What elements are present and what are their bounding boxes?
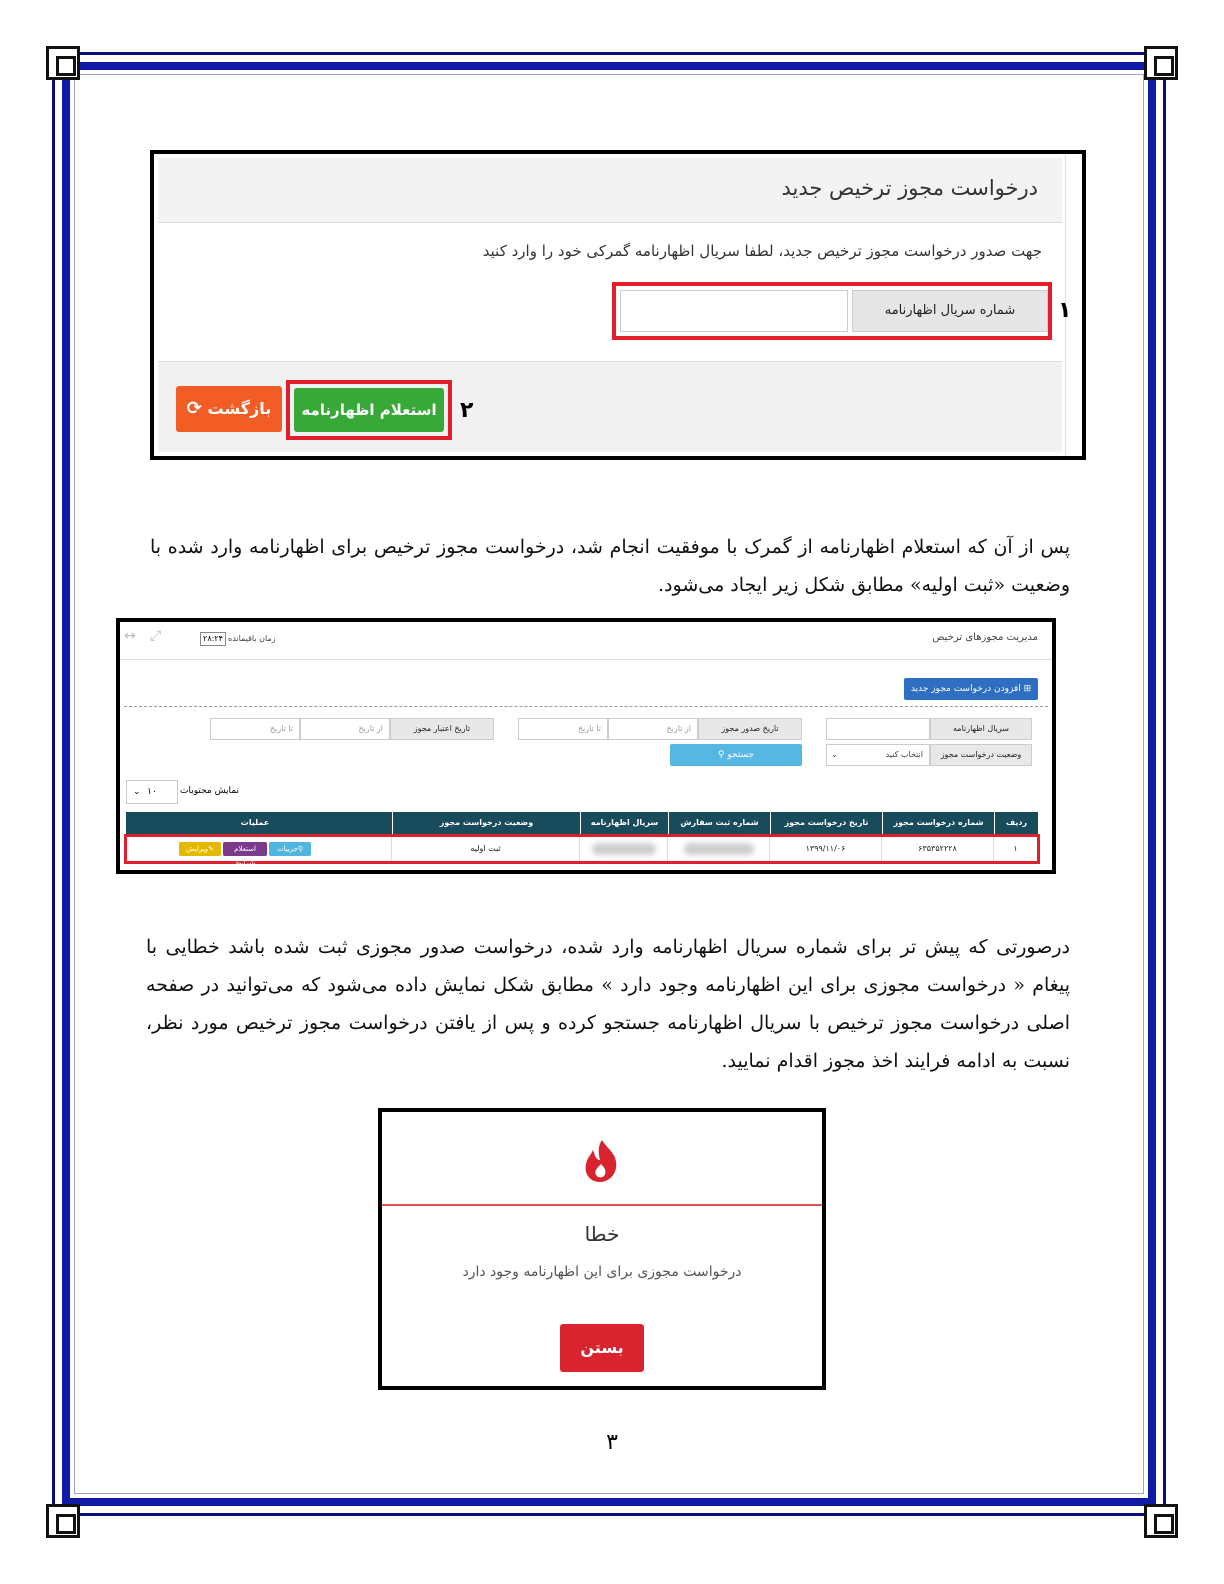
dialog-divider [382,1204,822,1206]
back-button-label: بازگشت [207,399,272,418]
cell-order-number [667,837,769,861]
page-size-select[interactable] [126,780,178,804]
panel-title: درخواست مجوز ترخیص جدید [781,176,1038,200]
validity-date-label: تاریخ اعتبار مجوز [390,718,494,740]
serial-input-highlight [612,282,1052,340]
panel-header [158,158,1062,223]
col-request-number: شماره درخواست مجوز [882,812,994,834]
serial-label: شماره سریال اظهارنامه [852,290,1048,332]
col-request-date: تاریخ درخواست مجوز [770,812,882,834]
permit-management-screenshot [116,618,1056,874]
validity-date-from[interactable]: از تاریخ [300,718,390,740]
edit-button[interactable] [179,842,221,856]
details-label: جزییات [276,845,298,853]
chevron-down-icon: ⌄ [831,750,838,759]
blurred-value [684,843,754,855]
top-bar [120,622,1052,660]
page-size-value: ۱۰ [147,787,157,797]
issue-date-to[interactable]: تا تاریخ [518,718,608,740]
plus-icon: ⊞ [1023,684,1032,694]
search-label: جستجو [727,750,755,760]
page-size-label: نمایش محتویات [180,786,240,796]
step-marker-2: ۲ [460,398,474,423]
error-message: درخواست مجوزی برای این اظهارنامه وجود دارد [462,1264,742,1280]
col-order-number: شماره ثبت سفارش [668,812,770,834]
add-permit-request-label: افزودن درخواست مجوز جدید [910,684,1021,694]
table-row [124,834,1040,867]
issue-date-label: تاریخ صدور مجوز [698,718,802,740]
back-button[interactable] [176,386,282,432]
inquiry-button-highlight [286,380,452,440]
border-corner-top-right [1144,46,1178,80]
search-icon: ⚲ [717,750,725,760]
border-corner-top-left [46,46,80,80]
flame-icon [578,1138,624,1184]
border-corner-bottom-left [46,1504,80,1538]
declaration-serial-label: سریال اظهارنامه [930,718,1032,740]
collapse-icon[interactable]: ↔ [124,628,136,644]
inquiry-button[interactable]: استعلام اظهارنامه [294,388,444,432]
cell-index: ۱ [993,837,1037,861]
request-status-label: وضعیت درخواست مجوز [930,744,1032,766]
inquire-conditions-button[interactable]: استعلام شرایط [223,842,267,856]
page-title: مدیریت مجوزهای ترخیص [932,632,1038,643]
remaining-time-label: زمان باقیمانده [228,634,276,643]
form-description: جهت صدور درخواست مجوز ترخیص جدید، لطفا سریال اظهارنامه گمرکی خود را وارد کنید [482,242,1042,260]
chevron-down-icon: ⌄ [133,787,141,797]
table-header [126,812,1038,834]
new-permit-request-screenshot [150,150,1086,460]
cell-operations [119,837,391,867]
cell-request-date: ۱۳۹۹/۱۱/۰۶ [769,837,881,861]
cell-request-status: ثبت اولیه [391,837,579,861]
col-declaration-serial: سریال اظهارنامه [580,812,668,834]
page-number: ۳ [606,1430,618,1455]
step-marker-1: ۱ [1058,298,1072,323]
cell-request-number: ۶۳۵۳۵۲۲۲۸ [881,837,993,861]
divider [124,706,1048,707]
border-corner-bottom-right [1144,1504,1178,1538]
paragraph-2: درصورتی که پیش تر برای شماره سریال اظهارنامه وارد شده، درخواست صدور مجوزی ثبت شده باشد خطایی با پیغام « درخواست مجوزی برای این اظهارنامه وجود دارد » مطابق شکل نمایش داده می‌شود که می‌توانید در صفحه اصلی درخواست مجوز ترخیص با سریال اظهارنامه جستجو کرده و پس از یافتن درخواست مجوز ترخیص مورد نظر، نسبت به ادامه فرایند اخذ مجوز اقدام نمایید. [146,936,1070,1072]
close-button[interactable]: بستن [560,1324,644,1372]
expand-icon[interactable]: ⤢ [150,628,162,644]
issue-date-from[interactable]: از تاریخ [608,718,698,740]
paragraph-1: پس از آن که استعلام اظهارنامه از گمرک با موفقیت انجام شد، درخواست مجوز ترخیص برای اظهارنامه وارد شده با وضعیت «ثبت اولیه» مطابق شکل زیر ایجاد می‌شود. [150,536,1070,596]
add-permit-request-button[interactable] [904,678,1038,700]
remaining-time: ۲۸:۲۴ [200,632,226,646]
search-icon: ⚲ [297,845,304,853]
error-dialog-screenshot [378,1108,826,1390]
search-button[interactable] [670,744,802,766]
serial-input[interactable] [620,290,848,332]
col-request-status: وضعیت درخواست مجوز [392,812,580,834]
declaration-serial-input[interactable] [826,718,930,740]
edit-label: ویرایش [186,845,209,853]
refresh-icon: ⟳ [186,398,202,419]
request-status-placeholder: انتخاب کنید [885,750,923,759]
cell-declaration-serial [579,837,667,861]
col-index: ردیف [994,812,1038,834]
request-status-select[interactable] [826,744,930,766]
validity-date-to[interactable]: تا تاریخ [210,718,300,740]
error-title: خطا [584,1222,620,1246]
col-operations: عملیات [240,818,270,827]
edit-icon: ✎ [208,845,214,853]
details-button[interactable] [269,842,311,856]
blurred-value [592,843,656,855]
